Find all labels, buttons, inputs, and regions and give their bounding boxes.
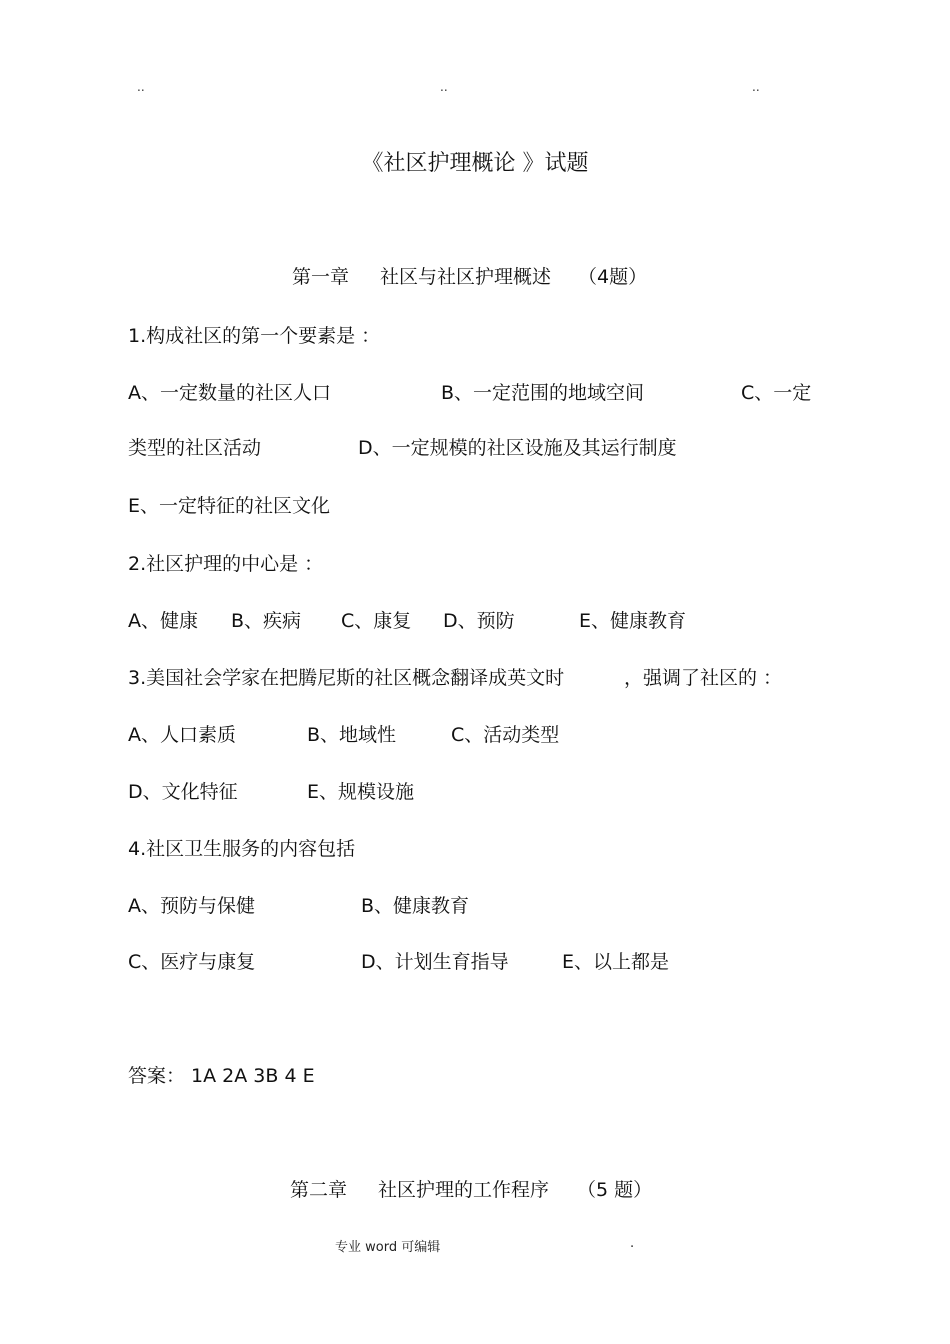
q2-option-c: C、康复 (341, 610, 412, 632)
q4-option-d: D、计划生育指导 (361, 951, 509, 973)
q2-option-b: B、疾病 (231, 610, 302, 632)
chapter2-name: 社区护理的工作程序 (378, 1179, 550, 1201)
q4-stem: 4.社区卫生服务的内容包括 (128, 838, 356, 860)
chapter1-name: 社区与社区护理概述 (380, 266, 552, 288)
q2-option-a: A、健康 (128, 610, 198, 632)
q1-option-b: B、一定范围的地域空间 (441, 382, 645, 404)
q4-option-e: E、以上都是 (562, 951, 670, 973)
q3-stem: 3.美国社会学家在把腾尼斯的社区概念翻译成英文时 (128, 667, 565, 689)
document-title: 《社区护理概论 》试题 (361, 151, 589, 176)
q4-option-b: B、健康教育 (361, 895, 470, 917)
header-dot-right: .. (752, 80, 760, 94)
header-dot-left: .. (137, 80, 145, 94)
q3-option-e: E、规模设施 (307, 781, 415, 803)
q1-option-a: A、一定数量的社区人口 (128, 382, 331, 404)
chapter2-heading: 第二章 (290, 1179, 348, 1201)
q1-option-c: C、一定 (741, 382, 812, 404)
q1-stem: 1.构成社区的第一个要素是 ： (128, 325, 381, 347)
q3-stem-cont: ，强调了社区的 ： (624, 667, 783, 689)
q2-option-e: E、健康教育 (579, 610, 687, 632)
answer-key: 答案： 1A 2A 3B 4 E (128, 1065, 315, 1087)
q3-option-b: B、地域性 (307, 724, 397, 746)
q1-option-d: D、一定规模的社区设施及其运行制度 (358, 437, 677, 459)
q2-stem: 2.社区护理的中心是 ： (128, 553, 324, 575)
footer-label: 专业 word 可编辑 (335, 1240, 441, 1255)
chapter1-count: （4题） (578, 266, 648, 288)
q3-option-a: A、人口素质 (128, 724, 236, 746)
header-dot-center: .. (440, 80, 448, 94)
q1-option-e: E、一定特征的社区文化 (128, 495, 331, 517)
q4-option-a: A、预防与保健 (128, 895, 255, 917)
q3-option-c: C、活动类型 (451, 724, 560, 746)
q1-option-c-cont: 类型的社区活动 (128, 437, 262, 459)
q3-option-d: D、文化特征 (128, 781, 238, 803)
chapter1-heading: 第一章 (292, 266, 350, 288)
chapter2-count: （5 题） (577, 1179, 653, 1201)
footer-dot: . (630, 1236, 635, 1251)
q4-option-c: C、医疗与康复 (128, 951, 256, 973)
q2-option-d: D、预防 (443, 610, 515, 632)
